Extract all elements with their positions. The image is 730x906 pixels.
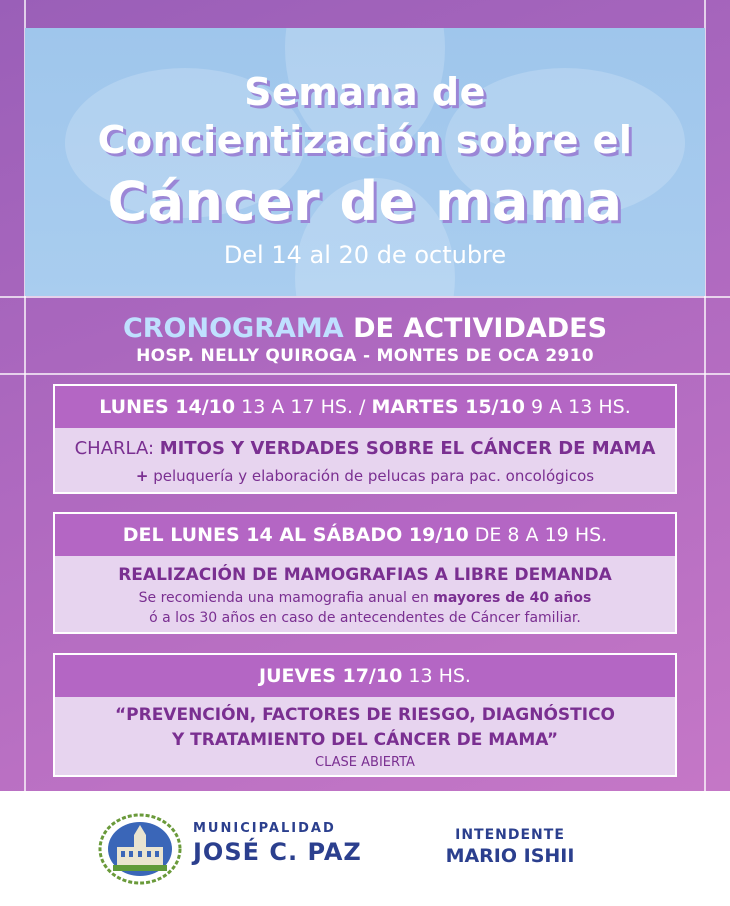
activity-card-header xyxy=(55,514,675,556)
schedule-title xyxy=(0,313,730,344)
activity-topic: MITOS Y VERDADES SOBRE EL CÁNCER DE MAMA xyxy=(159,438,656,459)
activity-time: 13 HS. xyxy=(402,665,471,687)
activity-type: CLASE ABIERTA xyxy=(315,755,415,770)
intendente-block xyxy=(420,827,600,867)
activity-note-line-1 xyxy=(63,588,667,608)
activity-time: 9 A 13 HS. xyxy=(524,396,631,418)
activity-card-header xyxy=(55,655,675,697)
schedule-title-rest: DE ACTIVIDADES xyxy=(343,313,608,344)
activity-card-2 xyxy=(53,512,677,634)
activity-card-body xyxy=(55,556,675,634)
activity-note-line-2: ó a los 30 años en caso de antecendentes de Cáncer familiar. xyxy=(149,610,581,626)
activity-topic-line xyxy=(63,434,667,464)
activity-topic-line-1: “PREVENCIÓN, FACTORES DE RIESGO, DIAGNÓSTICO xyxy=(114,705,616,725)
activity-time: 13 A 17 HS. / xyxy=(235,396,372,418)
activity-note-bold: mayores de 40 años xyxy=(433,590,592,606)
municipality-name: JOSÉ C. PAZ xyxy=(193,838,362,866)
activity-topic-line-2: Y TRATAMIENTO DEL CÁNCER DE MAMA” xyxy=(171,730,559,750)
activity-note: Se recomienda una mamografia anual en xyxy=(138,590,434,606)
activity-day: MARTES 15/10 xyxy=(371,396,525,418)
event-dates: Del 14 al 20 de octubre xyxy=(223,241,507,269)
activity-card-1 xyxy=(53,384,677,494)
activity-day: LUNES 14/10 xyxy=(99,396,236,418)
footer xyxy=(0,791,730,906)
municipal-seal-icon xyxy=(97,813,183,885)
activity-day: DEL LUNES 14 AL SÁBADO 19/10 xyxy=(122,524,469,546)
title-line-3: Cáncer de mama xyxy=(107,170,623,233)
activity-card-header xyxy=(55,386,675,428)
grid-line xyxy=(0,296,730,298)
grid-line xyxy=(0,373,730,375)
activity-card-3 xyxy=(53,653,677,777)
municipality-logo-text xyxy=(193,821,362,866)
intendente-name: MARIO ISHII xyxy=(445,845,575,867)
schedule-header xyxy=(0,313,730,366)
activity-time: DE 8 A 19 HS. xyxy=(468,524,608,546)
activity-extra-line xyxy=(63,464,667,488)
municipality-label: MUNICIPALIDAD xyxy=(193,821,336,836)
schedule-title-highlight: CRONOGRAMA xyxy=(122,313,344,344)
activity-extra: peluquería y elaboración de pelucas para pac. oncológicos xyxy=(148,467,595,485)
plus-icon: + xyxy=(135,467,149,485)
activity-day: JUEVES 17/10 xyxy=(259,665,403,687)
activity-prefix: CHARLA: xyxy=(74,438,160,459)
activity-topic: REALIZACIÓN DE MAMOGRAFIAS A LIBRE DEMANDA xyxy=(118,565,612,585)
activity-card-body xyxy=(55,697,675,779)
hero-banner xyxy=(25,28,705,296)
title-line-2: Concientización sobre el xyxy=(97,118,633,162)
intendente-label: INTENDENTE xyxy=(455,827,565,843)
schedule-location: HOSP. NELLY QUIROGA - MONTES DE OCA 2910 xyxy=(136,346,594,366)
activity-card-body xyxy=(55,428,675,494)
title-line-1: Semana de xyxy=(244,70,486,114)
